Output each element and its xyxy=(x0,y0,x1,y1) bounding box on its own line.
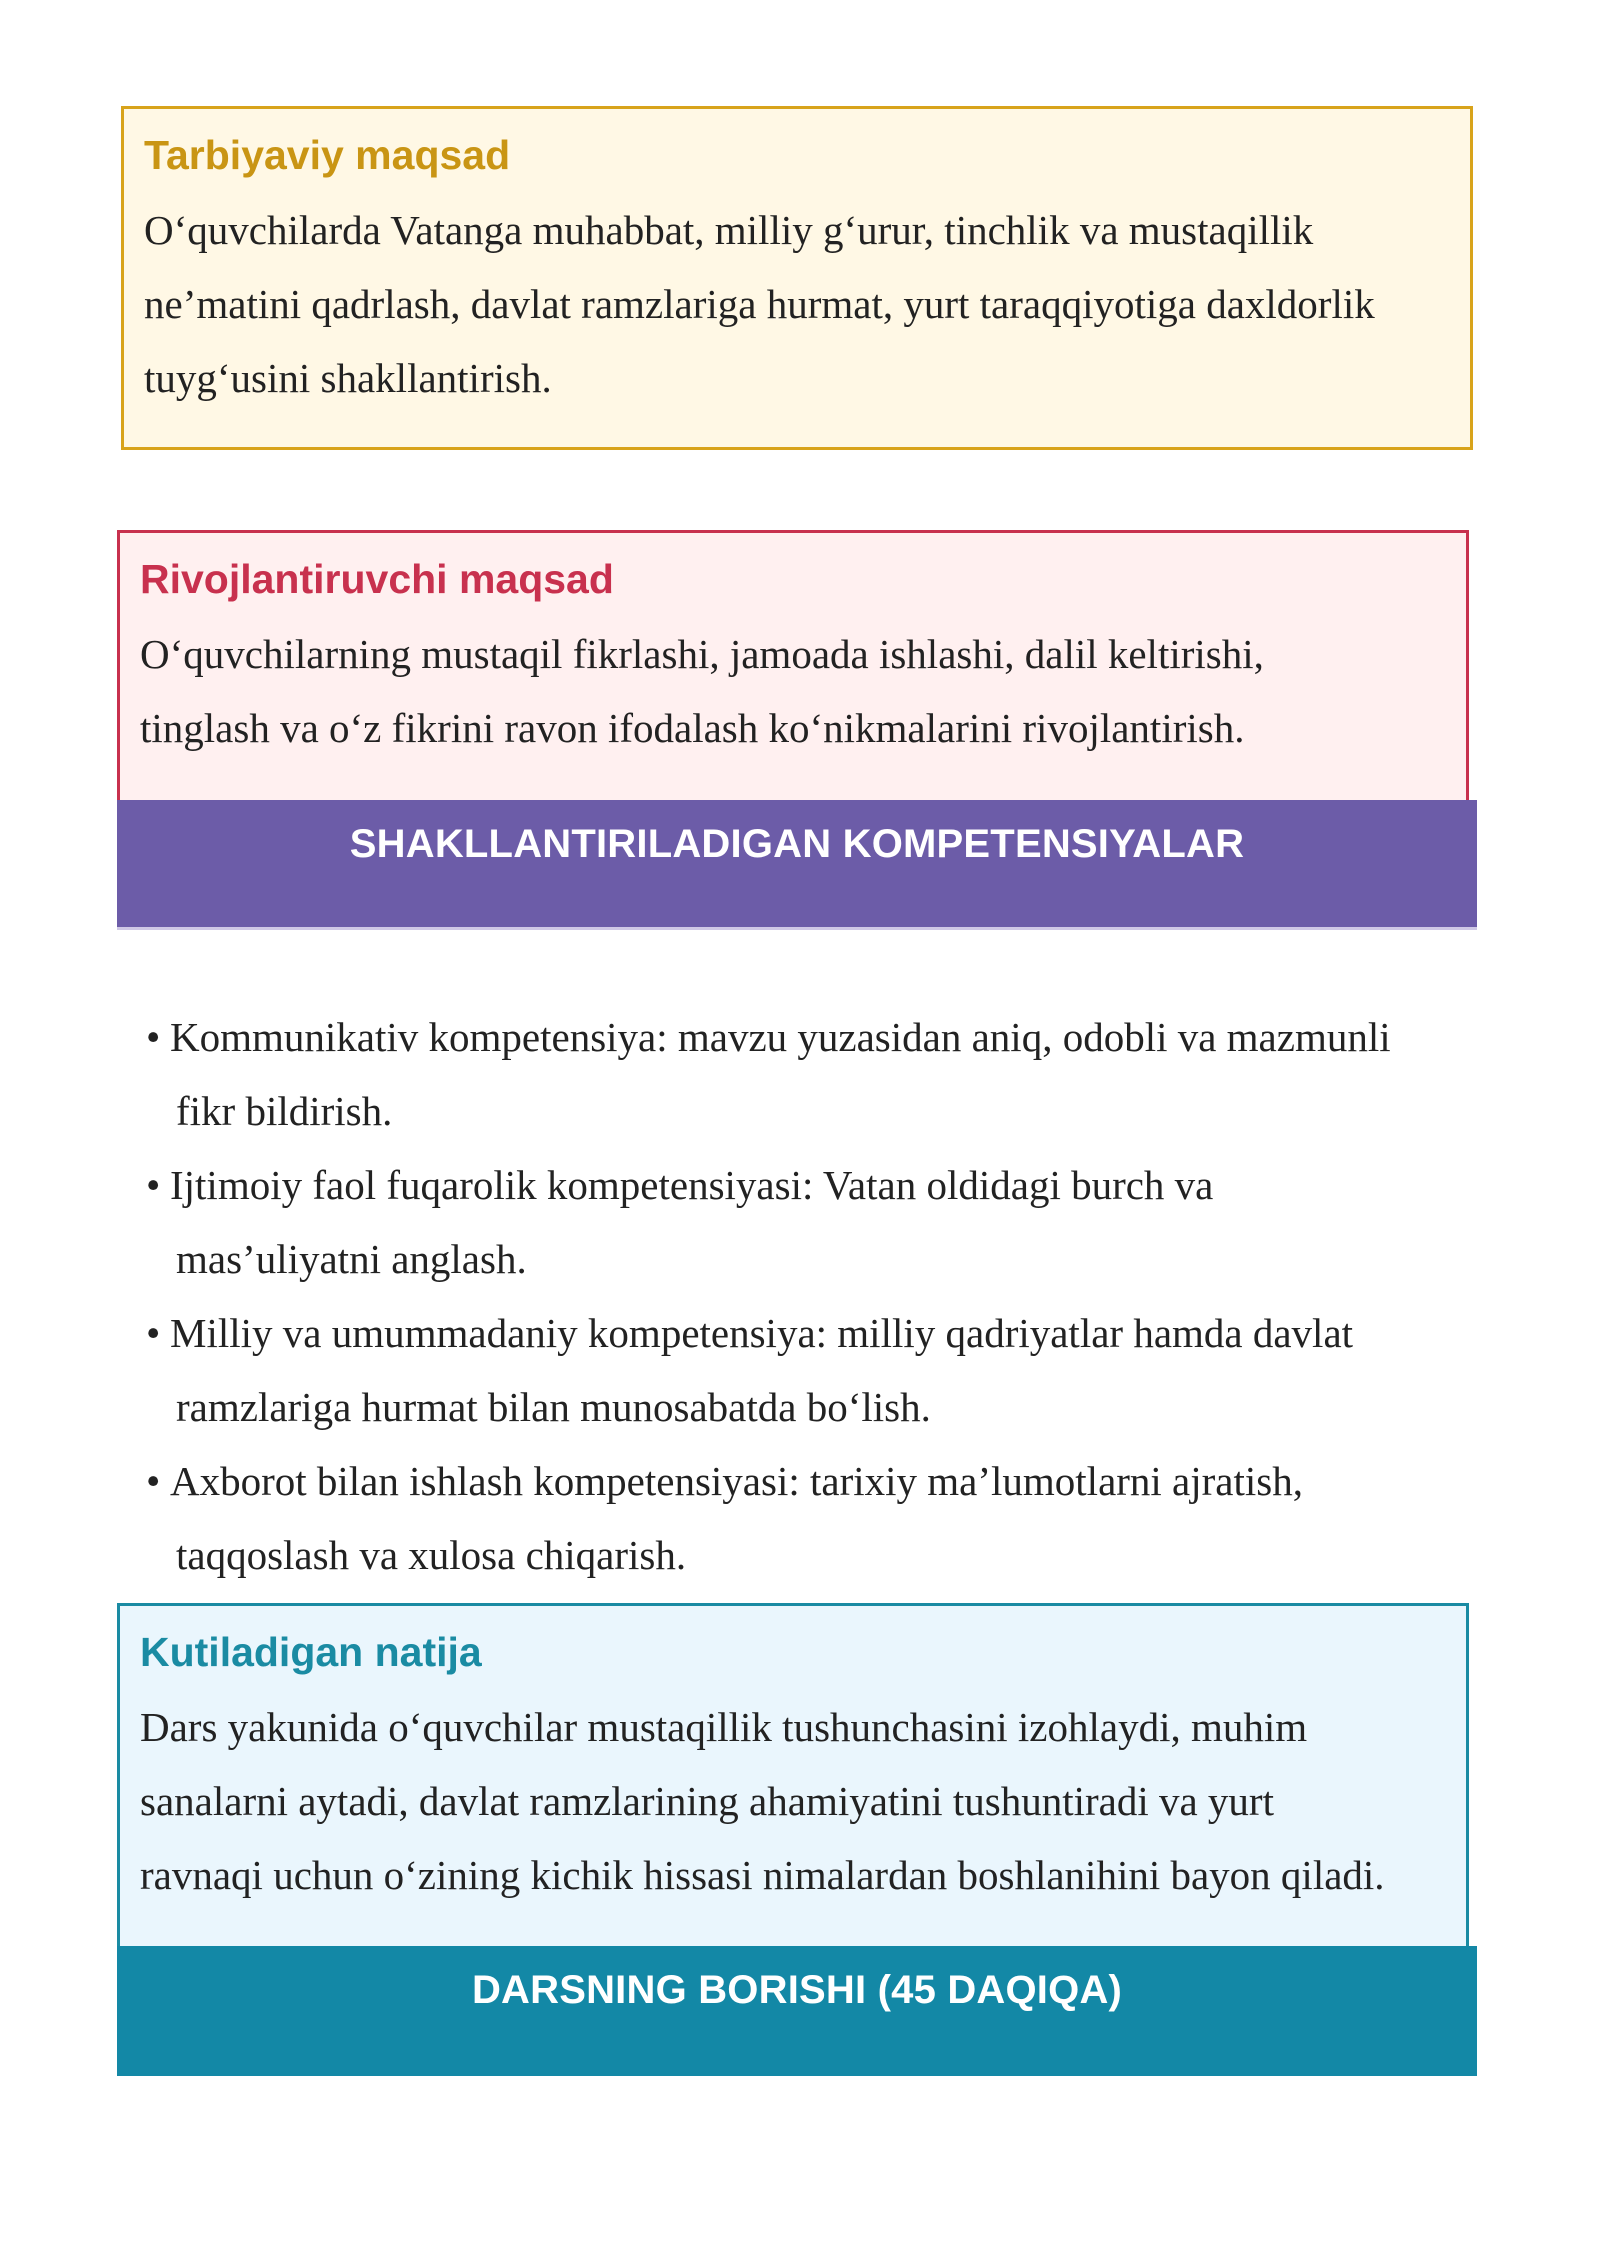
tarbiyaviy-maqsad-title: Tarbiyaviy maqsad xyxy=(144,132,511,178)
list-item-line-2: ramzlariga hurmat bilan munosabatda bo‘lish. xyxy=(176,1384,931,1430)
list-item-line-1: Axborot bilan ishlash kompetensiyasi: tarixiy ma’lumotlarni ajratish, xyxy=(170,1458,1303,1504)
rivojlantiruvchi-line-1: O‘quvchilarning mustaqil fikrlashi, jamoada ishlashi, dalil keltirishi, xyxy=(140,631,1264,677)
list-item xyxy=(148,1148,1458,1296)
bullet-icon: • xyxy=(146,1162,161,1208)
kompetensiyalar-list xyxy=(148,1000,1458,1592)
natija-line-2: sanalarni aytadi, davlat ramzlarining ahamiyatini tushuntiradi va yurt xyxy=(140,1778,1274,1824)
kutiladigan-natija-text xyxy=(140,1690,1446,1912)
list-item xyxy=(148,1444,1458,1592)
natija-line-1: Dars yakunida o‘quvchilar mustaqillik tushunchasini izohlaydi, muhim xyxy=(140,1704,1308,1750)
list-item xyxy=(148,1000,1458,1148)
tarbiyaviy-line-1: O‘quvchilarda Vatanga muhabbat, milliy g‘urur, tinchlik va mustaqillik xyxy=(144,207,1314,253)
tarbiyaviy-line-2: ne’matini qadrlash, davlat ramzlariga hurmat, yurt taraqqiyotiga daxldorlik xyxy=(144,281,1375,327)
list-item-line-1: Ijtimoiy faol fuqarolik kompetensiyasi: Vatan oldidagi burch va xyxy=(170,1162,1214,1208)
list-item-line-1: Kommunikativ kompetensiya: mavzu yuzasidan aniq, odobli va mazmunli xyxy=(170,1014,1391,1060)
rivojlantiruvchi-maqsad-title: Rivojlantiruvchi maqsad xyxy=(140,556,614,602)
natija-line-3: ravnaqi uchun o‘zining kichik hissasi nimalardan boshlanihini bayon qiladi. xyxy=(140,1852,1385,1898)
tarbiyaviy-line-3: tuyg‘usini shakllantirish. xyxy=(144,355,552,401)
rivojlantiruvchi-maqsad-text xyxy=(140,617,1446,765)
list-item-line-2: mas’uliyatni anglash. xyxy=(176,1236,527,1282)
bullet-icon: • xyxy=(146,1458,161,1504)
kompetensiyalar-banner: SHAKLLANTIRILADIGAN KOMPETENSIYALAR xyxy=(117,800,1477,930)
list-item xyxy=(148,1296,1458,1444)
tarbiyaviy-maqsad-text xyxy=(144,193,1450,415)
bullet-icon: • xyxy=(146,1310,161,1356)
list-item-line-2: fikr bildirish. xyxy=(176,1088,393,1134)
rivojlantiruvchi-maqsad-box xyxy=(117,530,1469,800)
list-item-line-2: taqqoslash va xulosa chiqarish. xyxy=(176,1532,687,1578)
darsning-borishi-banner: DARSNING BORISHI (45 DAQIQA) xyxy=(117,1946,1477,2076)
kutiladigan-natija-title: Kutiladigan natija xyxy=(140,1629,482,1675)
rivojlantiruvchi-line-2: tinglash va o‘z fikrini ravon ifodalash ko‘nikmalarini rivojlantirish. xyxy=(140,705,1245,751)
bullet-icon: • xyxy=(146,1014,161,1060)
tarbiyaviy-maqsad-box xyxy=(121,106,1473,450)
list-item-line-1: Milliy va umummadaniy kompetensiya: milliy qadriyatlar hamda davlat xyxy=(170,1310,1354,1356)
kutiladigan-natija-box xyxy=(117,1603,1469,1946)
